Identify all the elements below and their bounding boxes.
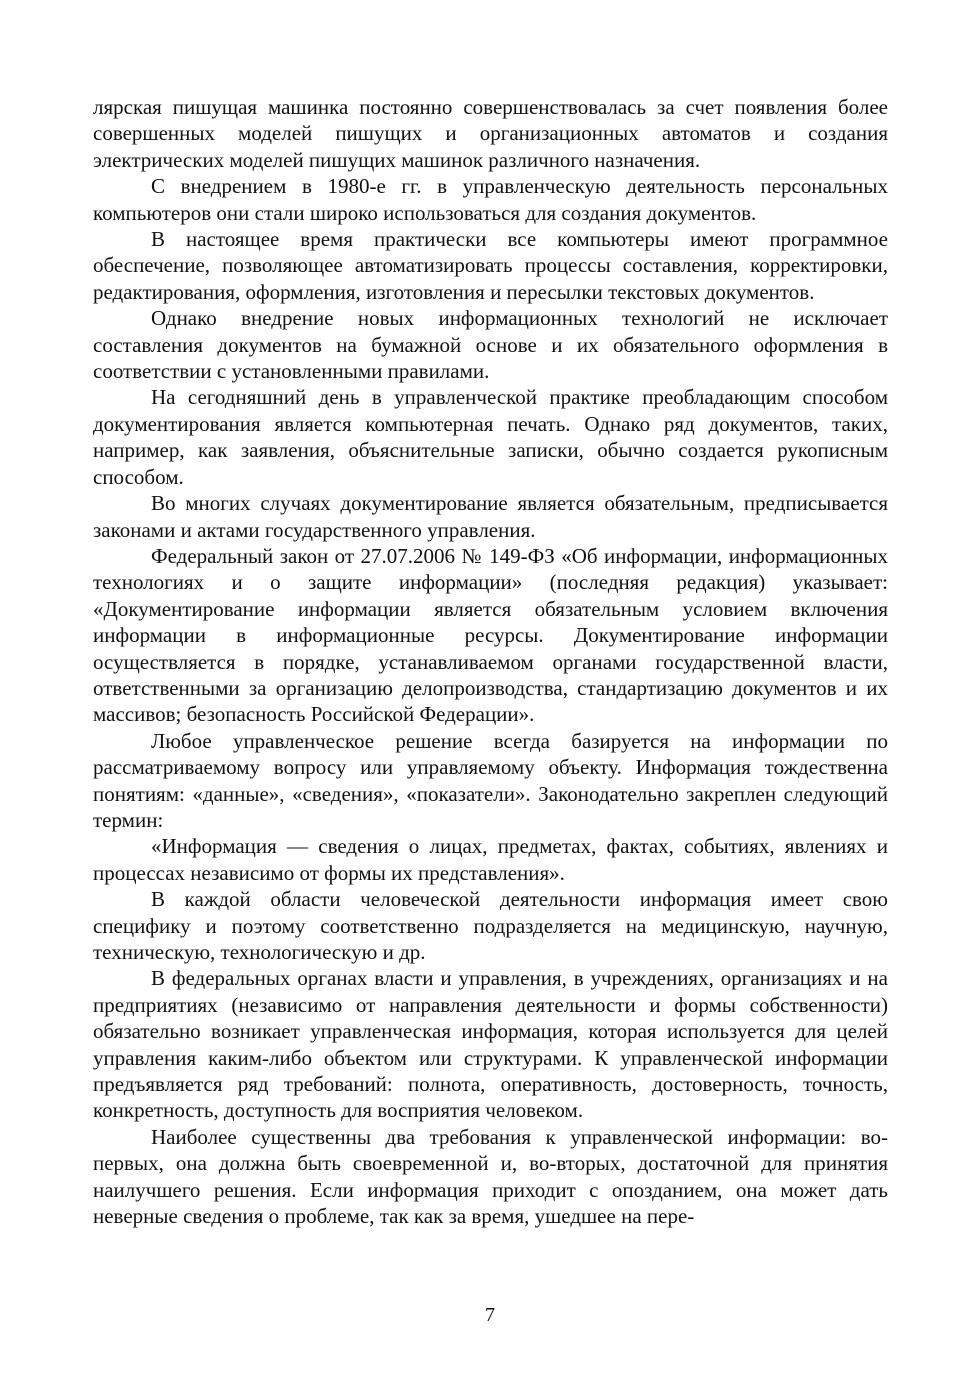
quoted-definition: «Информация — сведения о лицах, предметах, фактах, событиях, явлениях и процессах независимо от формы их представления». <box>93 834 888 885</box>
paragraph: С внедрением в 1980-е гг. в управленческую деятельность персональных компьютеров они стали широко использоваться для создания документов. <box>93 174 888 225</box>
paragraph: Однако внедрение новых информационных технологий не исключает составления документов на бумажной основе и их обязательного оформления в соответствии с установленными правилами. <box>93 306 888 384</box>
paragraph: лярская пишущая машинка постоянно совершенствовалась за счет появления более совершенных моделей пишущих и организационных автоматов и создания электрических моделей пишущих машинок различного назначения. <box>93 95 888 172</box>
paragraph: Наиболее существенны два требования к управленческой информации: во-первых, она должна быть своевременной и, во-вторых, достаточной для принятия наилучшего решения. Если информация приходит с опозданием, она может дать неверные сведения о проблеме, так как за время, ушедшее на пере- <box>93 1124 888 1229</box>
paragraph: В настоящее время практически все компьютеры имеют программное обеспечение, позволяющее автоматизировать процессы составления, корректировки, редактирования, оформления, изготовления и пересылки текстовых документов. <box>93 227 888 304</box>
paragraph: На сегодняшний день в управленческой практике преобладающим способом документирования является компьютерная печать. Однако ряд документов, таких, например, как заявления, объяснительные записки, обычно создается рукописным способом. <box>93 385 888 489</box>
paragraph: Во многих случаях документирование является обязательным, предписывается законами и актами государственного управления. <box>93 491 888 542</box>
paragraph: В каждой области человеческой деятельности информация имеет свою специфику и поэтому соответственно подразделяется на медицинскую, научную, техническую, технологическую и др. <box>93 887 888 964</box>
paragraph: В федеральных органах власти и управления, в учреждениях, организациях и на предприятиях (независимо от направления деятельности и формы собственности) обязательно возникает управленческая информация, которая используется для целей управления каким-либо объектом или структурами. К управленческой информации предъявляется ряд требований: полнота, оперативность, достоверность, точность, конкретность, доступность для восприятия человеком. <box>93 966 888 1123</box>
paragraph: Любое управленческое решение всегда базируется на информации по рассматриваемому вопросу или управляемому объекту. Информация тождественна понятиям: «данные», «сведения», «показатели». Законодательно закреплен следующий термин: <box>93 728 888 832</box>
body-text <box>93 94 888 1229</box>
page-number: 7 <box>485 1304 495 1326</box>
paragraph: Федеральный закон от 27.07.2006 № 149-ФЗ «Об информации, информационных технологиях и о защите информации» (последняя редакция) указывает: «Документирование информации является обязательным условием включения информации в информационные ресурсы. Документирование информации осуществляется в порядке, устанавливаемом органами государственной власти, ответственными за организацию делопроизводства, стандартизацию документов и их массивов; безопасность Российской Федерации». <box>93 543 888 727</box>
